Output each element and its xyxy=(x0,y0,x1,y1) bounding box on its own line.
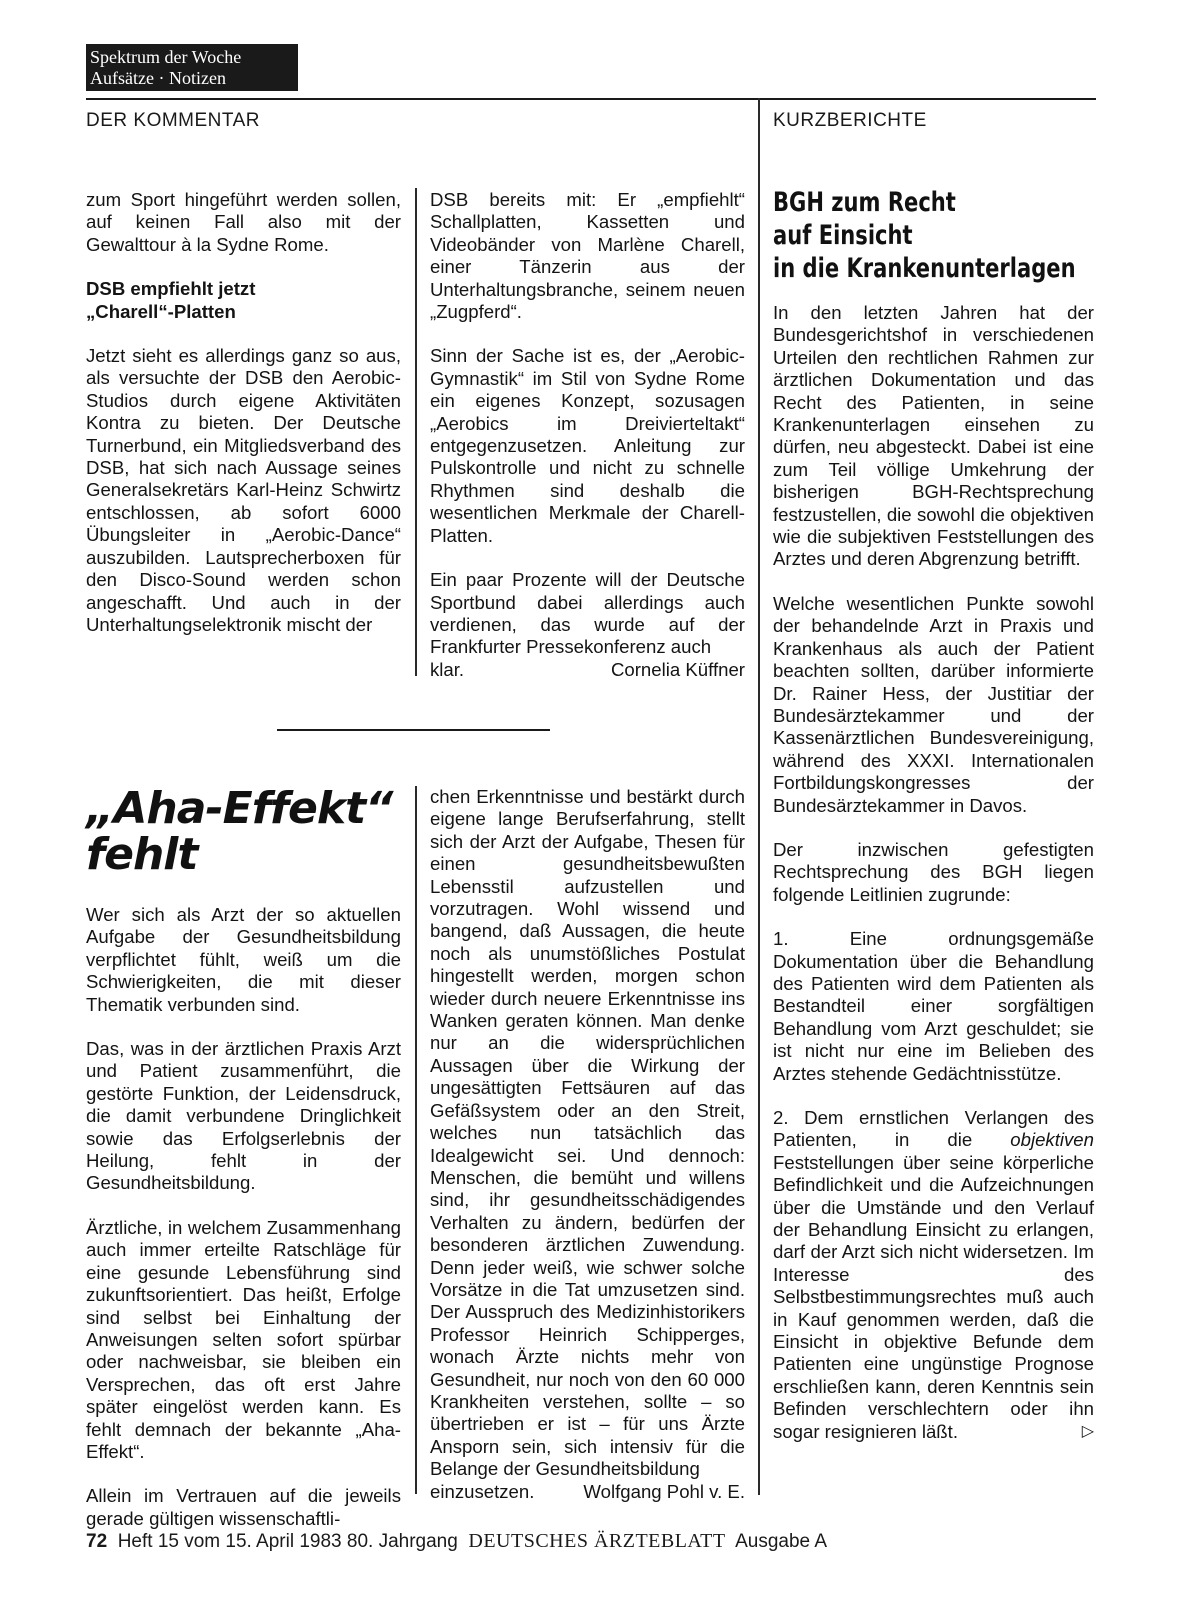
issue-info: Heft 15 vom 15. April 1983 80. Jahrgang xyxy=(117,1531,458,1552)
kommentar-subheading-line2: „Charell“-Platten xyxy=(86,300,236,322)
aha-last-word: einzusetzen. xyxy=(430,1480,535,1502)
kommentar-paragraph: Ein paar Prozente will der Deutsche Sportbund dabei allerdings auch verdienen, das wurde auf der Frankfurter Pressekonferenz auch xyxy=(430,569,745,658)
aha-headline xyxy=(86,783,393,880)
section-tag-line2: Aufsätze · Notizen xyxy=(90,68,226,88)
section-tag-line1: Spektrum der Woche xyxy=(90,47,242,67)
bgh-paragraph: In den letzten Jahren hat der Bundesgerichtshof in verschiedenen Urteilen den rechtlichen Rahmen zur ärztlichen Dokumentation und das Recht des Patienten, in seine Krankenunterlagen einsehen zu dürfen, neu abgesteckt. Dabei ist eine zum Teil völlige Umkehrung der bisherigen BGH-Rechtsprechung festzustellen, die sowohl die objektiven wie die subjektiven Feststellungen des Arztes und deren Abgrenzung betrifft. xyxy=(773,302,1094,570)
header-rule xyxy=(86,98,1096,100)
section-tag xyxy=(86,44,298,91)
bgh-headline-line1: BGH zum Recht xyxy=(773,187,956,218)
column-rule-aha xyxy=(415,786,417,1494)
kommentar-last-word: klar. xyxy=(430,658,465,680)
bgh-headline xyxy=(773,186,1076,285)
label-kommentar: DER KOMMENTAR xyxy=(86,110,260,131)
aha-column-1 xyxy=(86,904,401,1530)
kommentar-paragraph: DSB bereits mit: Er „empfiehlt“ Schallplatten, Kassetten und Videobänder von Marlène Charell, einer Tänzerin aus der Unterhaltungsbranche, seinem neuen „Zugpferd“. xyxy=(430,189,745,323)
kommentar-column-2 xyxy=(430,189,745,681)
bgh-column xyxy=(773,302,1094,1443)
edition-label: Ausgabe A xyxy=(735,1531,828,1552)
aha-paragraph: Das, was in der ärztlichen Praxis Arzt und Patient zusammenführt, die gestörte Funktion, der Leidensdruck, die damit verbundene Dringlichkeit sowie das Erfolgserlebnis der Heilung, fehlt in der Gesundheitsbildung. xyxy=(86,1038,401,1194)
bgh-headline-line2: auf Einsicht xyxy=(773,220,913,251)
kommentar-signature-line xyxy=(430,659,745,681)
article-divider xyxy=(277,729,550,731)
kommentar-column-1 xyxy=(86,189,401,636)
column-rule-right xyxy=(758,98,760,1495)
label-kurzberichte: KURZBERICHTE xyxy=(773,110,927,131)
kommentar-paragraph: Sinn der Sache ist es, der „Aerobic-Gymnastik“ im Stil von Sydne Rome ein eigenes Konzept, sozusagen „Aerobics im Dreivierteltakt“ entgegenzusetzen. Anleitung zur Pulskontrolle und nicht zu schnelle Rhythmen sind deshalb die wesentlichen Merkmale der Charell-Platten. xyxy=(430,345,745,546)
column-rule-kommentar xyxy=(415,188,417,676)
bgh-paragraph xyxy=(773,1107,1094,1443)
kommentar-subheading-line1: DSB empfiehlt jetzt xyxy=(86,278,256,300)
aha-paragraph: Allein im Vertrauen auf die jeweils gerade gültigen wissenschaftli- xyxy=(86,1485,401,1529)
page-footer xyxy=(86,1530,827,1553)
kommentar-paragraph: zum Sport hingeführt werden sollen, auf keinen Fall also mit der Gewalttour à la Sydne Rome. xyxy=(86,189,401,255)
bgh-paragraph: Welche wesentlichen Punkte sowohl der behandelnde Arzt in Praxis und Krankenhaus als auch der Patient beachten sollten, darüber informierte Dr. Rainer Hess, der Justitiar der Bundesärztekammer und der Kassenärztlichen Bundesvereinigung, während des XXXI. Internationalen Fortbildungskongresses der Bundesärztekammer in Davos. xyxy=(773,592,1094,816)
kommentar-subheading xyxy=(86,278,401,323)
journal-name: DEUTSCHES ÄRZTEBLATT xyxy=(468,1530,726,1552)
aha-paragraph: Wer sich als Arzt der so aktuellen Aufgabe der Gesundheitsbildung verpflichtet fühlt, weiß um die Schwierigkeiten, die mit dieser Thematik verbunden sind. xyxy=(86,904,401,1015)
aha-paragraph: Ärztliche, in welchem Zusammenhang auch immer erteilte Ratschläge für eine gesunde Lebensführung sind zukunftsorientiert. Das heißt, Erfolge sind selbst bei Einhaltung der Anweisungen selten sofort spürbar oder nachweisbar, sie bleiben ein Versprechen, das oft erst Jahre später eingelöst werden kann. Es fehlt demnach der bekannte „Aha-Effekt“. xyxy=(86,1216,401,1462)
bgh-paragraph: 1. Eine ordnungsgemäße Dokumentation über die Behandlung des Patienten wird dem Patienten als Bestandteil einer sorgfältigen Behandlung vom Arzt geschuldet; sie ist nicht nur eine im Belieben des Arztes stehende Gedächtnisstütze. xyxy=(773,928,1094,1084)
aha-paragraph: chen Erkenntnisse und bestärkt durch eigene lange Berufserfahrung, stellt sich der Arzt der Aufgabe, Thesen für einen gesundheitsbewußten Lebensstil aufzustellen und vorzutragen. Wohl wissend und bangend, daß Aussagen, die heute noch als unumstößliches Postulat hingestellt werden, morgen schon wieder durch neuere Erkenntnisse ins Wanken geraten können. Man denke nur an die widersprüchlichen Aussagen über die Wirkung der ungesättigten Fettsäuren auf das Gefäßsystem oder an den Streit, welches nun tatsächlich das Idealgewicht sei. Und dennoch: Menschen, die bemüht und willens sind, ihr gesundheitsschädigendes Verhalten zu ändern, bedürfen der besonderen ärztlichen Zuwendung. Denn jeder weiß, wie schwer solche Vorsätze in die Tat umzusetzen sind. Der Ausspruch des Medizinhistorikers Professor Heinrich Schipperges, wonach Ärzte nichts mehr von Gesundheit, nur noch von den 60 000 Krankheiten verstehen, sollte – so übertrieben er ist – für uns Ärzte Ansporn sein, sich intensiv für die Belange der Gesundheitsbildung xyxy=(430,786,745,1480)
continue-arrow-icon: ▷ xyxy=(1081,1422,1094,1440)
bgh-p5-italic: objektiven xyxy=(1010,1129,1094,1151)
bgh-paragraph: Der inzwischen gefestigten Rechtsprechung des BGH liegen folgende Leitlinien zugrunde: xyxy=(773,838,1094,905)
aha-column-2 xyxy=(430,786,745,1503)
aha-headline-line2: fehlt xyxy=(86,829,198,880)
aha-author: Wolfgang Pohl v. E. xyxy=(583,1480,745,1502)
bgh-p5-text-b: Feststellungen über seine körperliche Befindlichkeit und die Aufzeichnungen über die Umstände und den Verlauf der Behandlung Einsicht zu erlangen, darf der Arzt sich nicht widersetzen. Im Interesse des Selbstbestimmungsrechtes muß auch in Kauf genommen werden, daß die Einsicht in objektive Befunde dem Patienten eine ungünstige Prognose erschließen kann, deren Kenntnis sein Befinden verschlechtern oder ihn sogar resignieren läßt. xyxy=(773,1151,1094,1442)
kommentar-author: Cornelia Küffner xyxy=(610,658,745,680)
bgh-p5-text-a: 2. Dem ernstlichen Verlangen des Patienten, in die xyxy=(773,1107,1094,1151)
kommentar-paragraph: Jetzt sieht es allerdings ganz so aus, als versuchte der DSB den Aerobic-Studios durch eigene Aktivitäten Kontra zu bieten. Der Deutsche Turnerbund, ein Mitgliedsverband des DSB, hat sich nach Aussage seines Generalsekretärs Karl-Heinz Schwirtz entschlossen, ab sofort 6000 Übungsleiter in „Aerobic-Dance“ auszubilden. Lautsprecherboxen für den Disco-Sound werden schon angeschafft. Und auch in der Unterhaltungselektronik mischt der xyxy=(86,345,401,635)
aha-signature-line xyxy=(430,1481,745,1503)
page-number: 72 xyxy=(86,1531,108,1552)
bgh-headline-line3: in die Krankenunterlagen xyxy=(773,253,1076,284)
aha-headline-line1: „Aha-Effekt“ xyxy=(86,783,393,834)
